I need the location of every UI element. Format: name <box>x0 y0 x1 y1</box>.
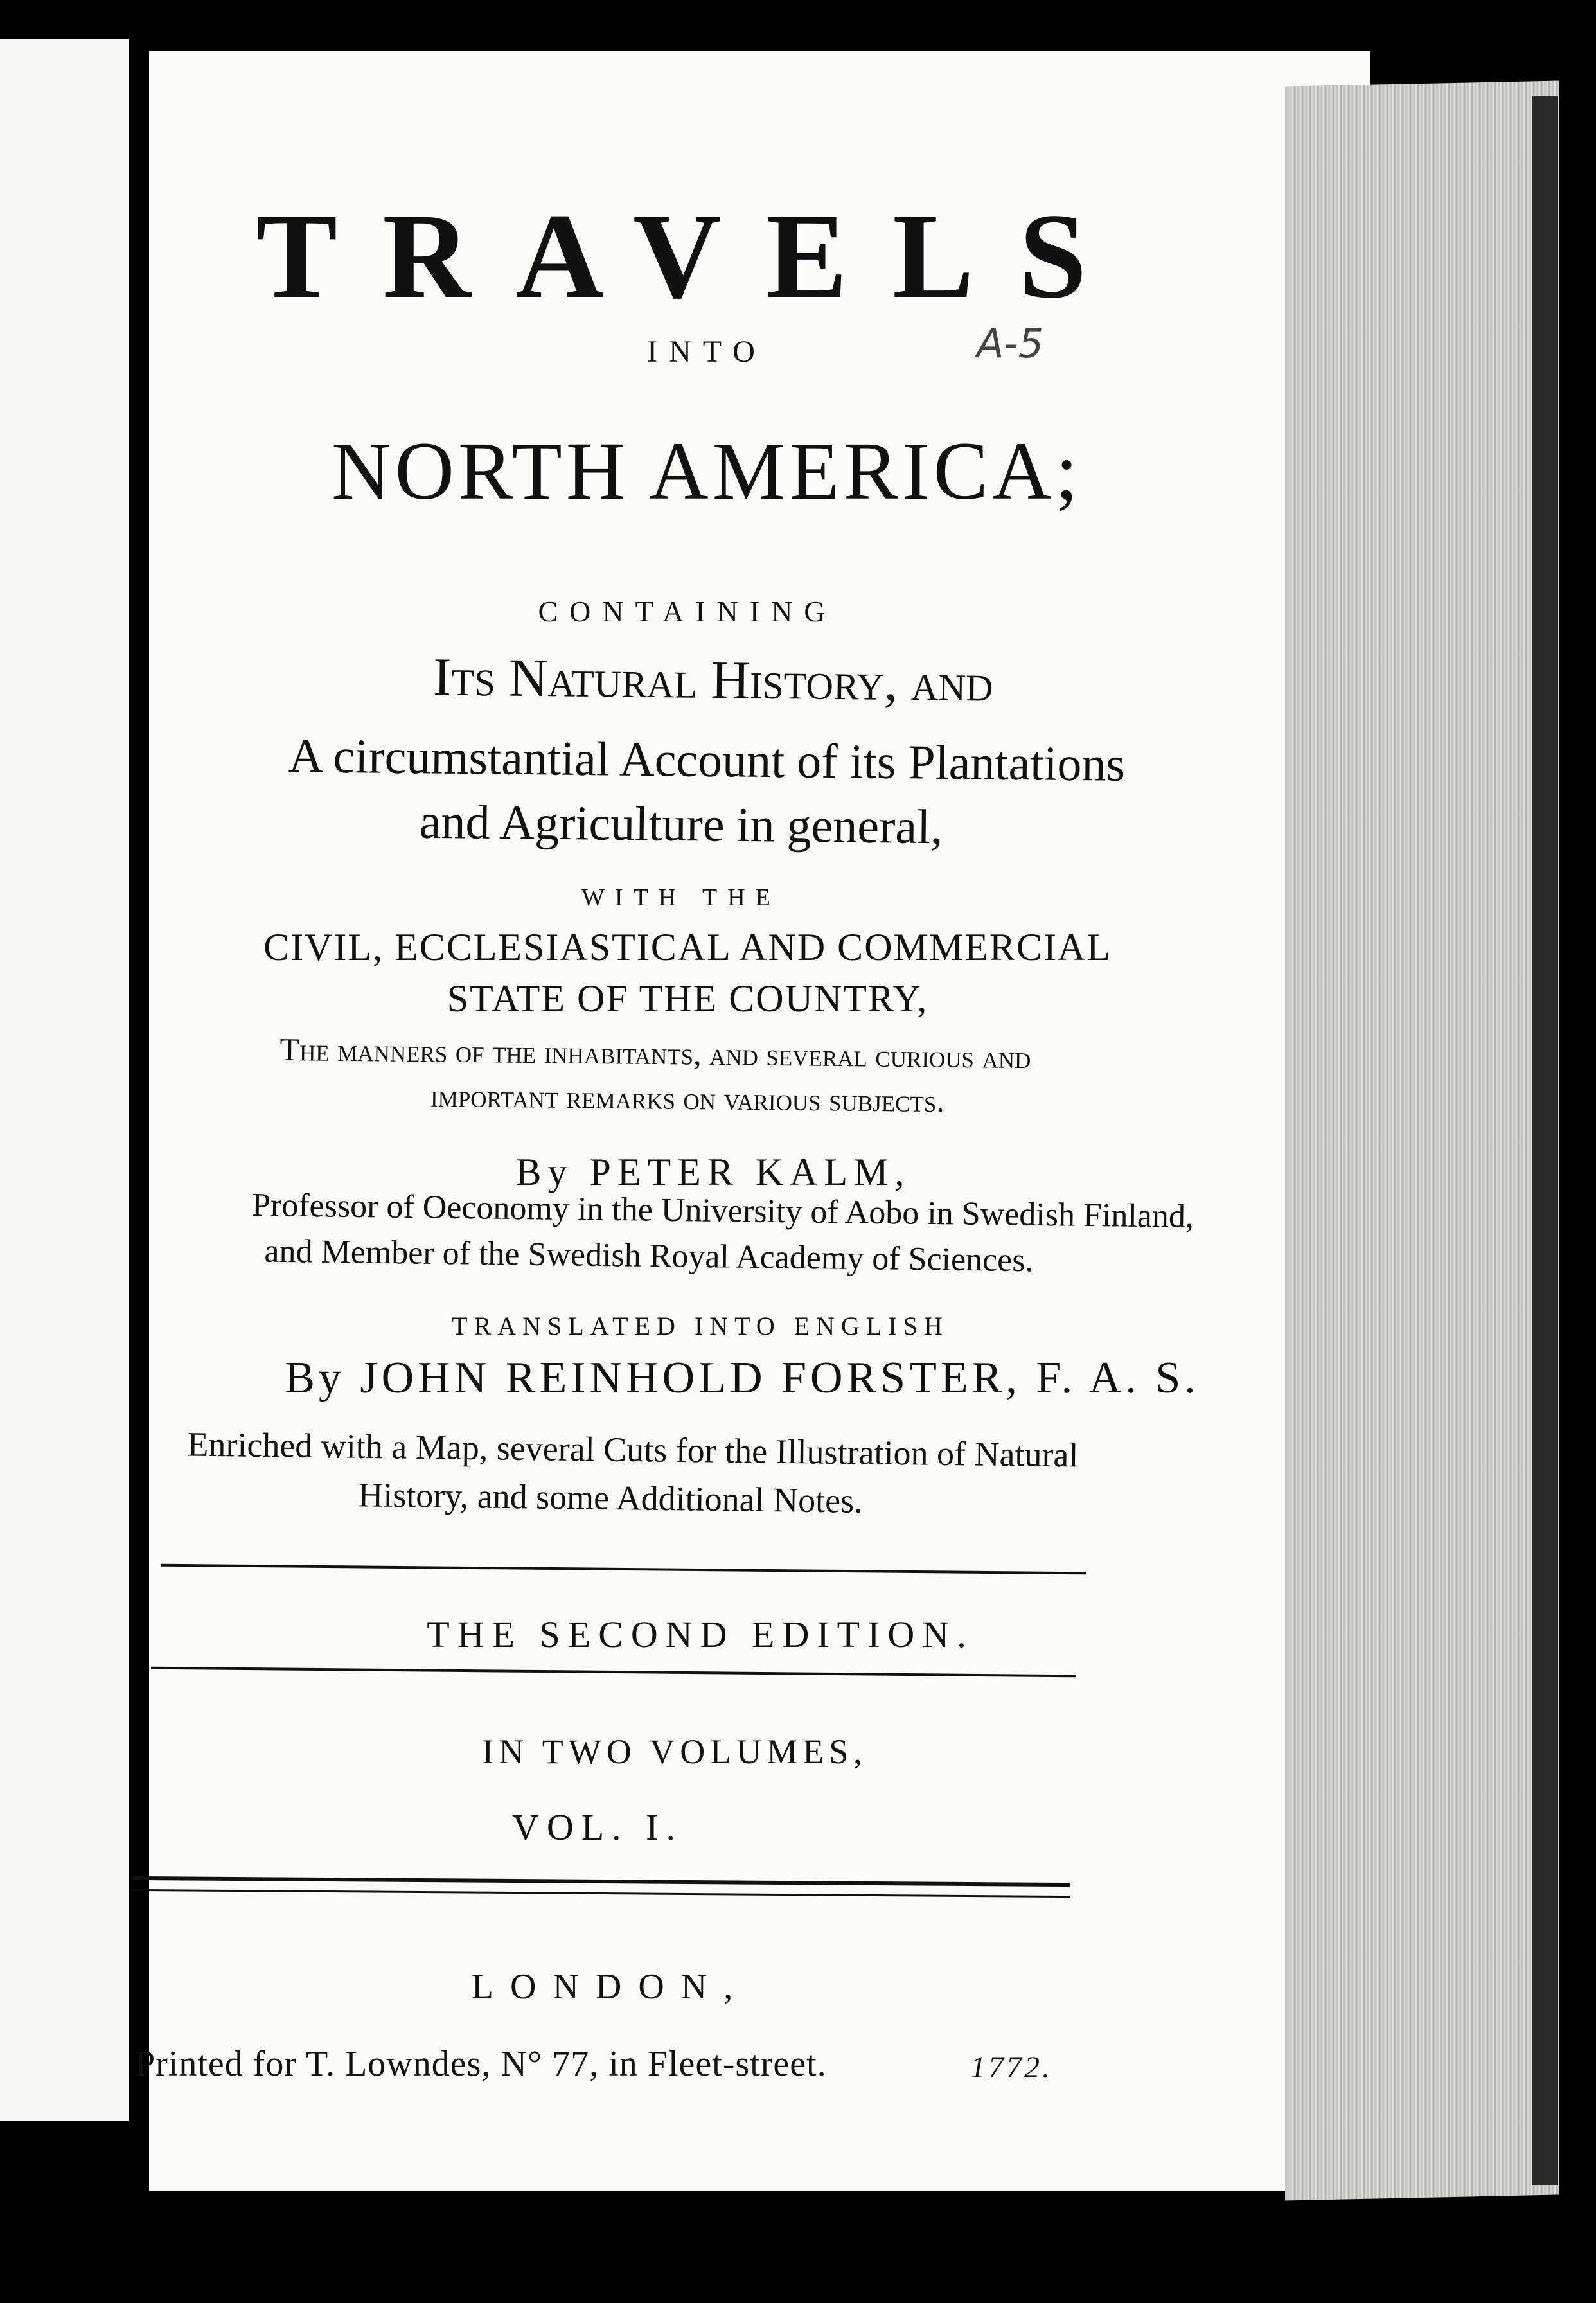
facing-page <box>0 39 135 2121</box>
imprint-city: LONDON, <box>471 1967 750 2007</box>
page-edges <box>1285 81 1559 2201</box>
subtitle-manners-line: important remarks on various subjects. <box>430 1077 945 1119</box>
author-credentials-line: Professor of Oeconomy in the University of Aobo in Swedish Finland, <box>251 1187 1194 1235</box>
title-page <box>149 51 1370 2191</box>
with-the-heading: WITH THE <box>581 884 781 911</box>
enrichment-note-line: History, and some Additional Notes. <box>357 1475 864 1520</box>
subtitle-account-line: A circumstantial Account of its Plantations <box>288 729 1126 792</box>
author-byline: By PETER KALM, <box>515 1151 911 1193</box>
title-place: NORTH AMERICA; <box>332 425 1082 517</box>
title-connector: INTO <box>647 335 767 369</box>
author-credentials-line: and Member of the Swedish Royal Academy of Sciences. <box>264 1232 1034 1279</box>
subtitle-civil: CIVIL, ECCLESIASTICAL AND COMMERCIAL <box>263 926 1112 968</box>
enrichment-note-line: Enriched with a Map, several Cuts for the Illustration of Natural <box>187 1425 1079 1475</box>
translated-heading: TRANSLATED INTO ENGLISH <box>452 1312 949 1340</box>
volume-number: VOL. I. <box>511 1806 683 1848</box>
edition-statement: THE SECOND EDITION. <box>427 1614 974 1655</box>
imprint-year: 1772. <box>970 2050 1052 2085</box>
translator-byline: By JOHN REINHOLD FORSTER, F. A. S. <box>285 1353 1200 1403</box>
book-title: TRAVELS <box>256 189 1132 324</box>
containing-heading: CONTAINING <box>538 595 837 628</box>
subtitle-state: STATE OF THE COUNTRY, <box>447 977 928 1020</box>
book-spine-shadow <box>1532 96 1558 2185</box>
volume-count: IN TWO VOLUMES, <box>482 1732 867 1771</box>
subtitle-manners-line: The manners of the inhabitants, and several curious and <box>279 1031 1031 1076</box>
pencil-annotation: A-5 <box>977 320 1044 367</box>
subtitle-natural-history: Its Natural History, and <box>432 647 994 713</box>
imprint-printer: Printed for T. Lowndes, N° 77, in Fleet-street. <box>135 2044 827 2084</box>
subtitle-account-line: and Agriculture in general, <box>419 794 943 855</box>
